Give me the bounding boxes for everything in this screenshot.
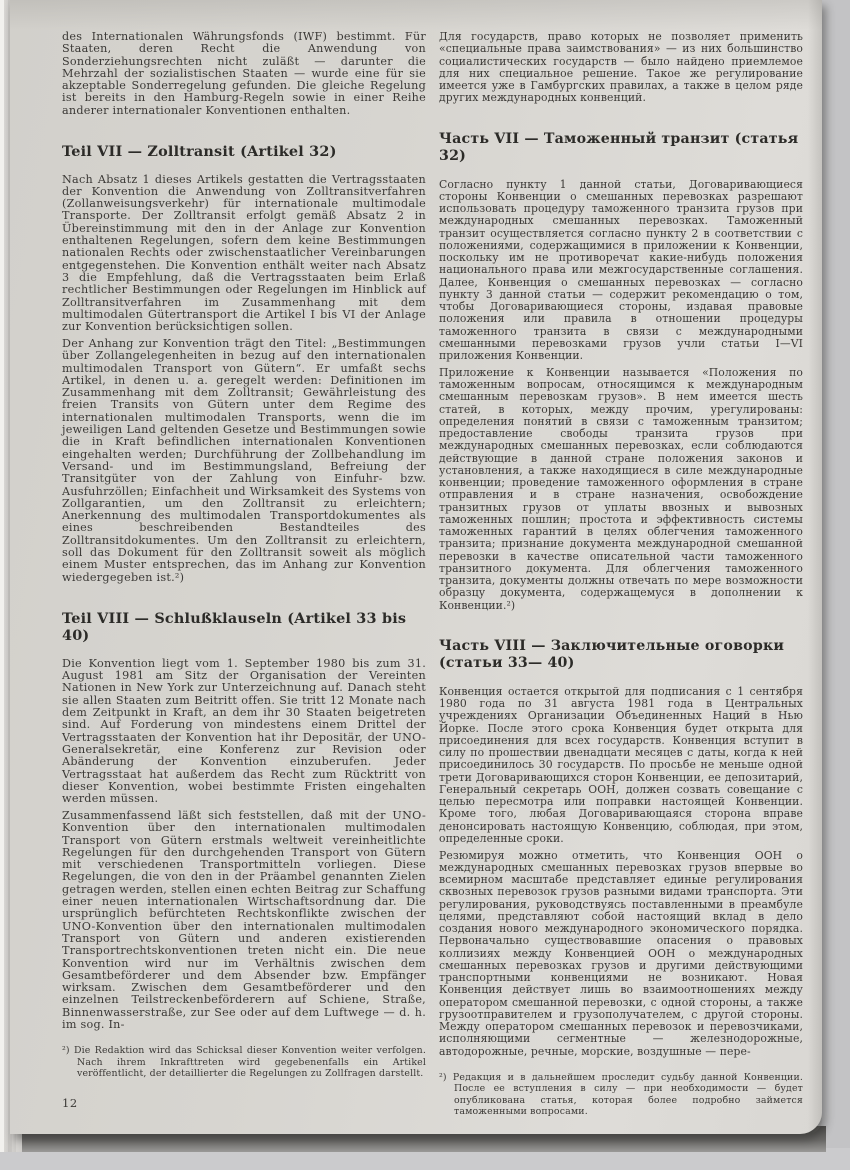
paragraph-intro-de: des Internationalen Währungsfonds (IWF) bestimmt. Für Staaten, deren Recht die Anwendung von Sonderziehungsrechten nicht zuläßt — darunter die Mehrzahl der sozialistischen Staaten — wurde eine für sie akzeptable Sonderregelung gefunden. Die gleiche Regelung ist bereits in den Hamburg-Regeln sowie in einer Reihe anderer internationaler Konventionen enthalten. xyxy=(62,30,426,117)
footnote-de: ²) Die Redaktion wird das Schicksal dieser Konvention weiter verfolgen. Nach ihrem Inkrafttreten wird gegebenenfalls ein Artikel veröffentlicht, der detaillierter die Regelungen zu Zollfragen darstellt. xyxy=(62,1045,426,1080)
russian-column xyxy=(439,31,803,1117)
section-heading-chast-vii: Часть VII — Таможенный транзит (статья 32) xyxy=(439,130,799,164)
paragraph-prilozhenie: Приложение к Конвенции называется «Положения по таможенным вопросам, относящимся к международным смешанным перевозкам грузов». В нем имеется шесть статей, в которых, между прочим, урегулированы: определения понятий в связи с таможенным транзитом; предоставление свободы транзита грузов при международных смешанных перевозках, если соблюдаются действующие в данной стране положения законов и установления, а также находящиеся в силе международные конвенции; проведение таможенного оформления в стране отправления и в стране назначения, освобождение транзитных грузов от уплаты ввозных и вывозных таможенных пошлин; простота и эффективность системы таможенных гарантий в целях облегчения таможенного транзита; признание документа международной смешанной перевозки в качестве описательной части таможенного транзитного документа. Для облегчения таможенного транзита, документы должны отвечать по мере возможности образцу документа, содержащемуся в дополнении к Конвенции.²) xyxy=(439,365,803,612)
paragraph-konvencia: Конвенция остается открытой для подписания с 1 сентября 1980 года по 31 августа 1981 года в Центральных учреждениях Организации Объединенных Наций в Нью Йорке. После этого срока Конвенция будет открыта для присоединения для всех государств. Конвенция вступит в силу по прошествии двенадцати месяцев с даты, когда к ней присоединилось 30 государств. По просьбе не меньше одной трети Договаривающихся сторон Конвенции, ее депозитарий, Генеральный секретарь ООН, должен созвать совещание с целью пересмотра или поправки настоящей Конвенции. Кроме того, любая Договаривающаяся сторона вправе денонсировать настоящую Конвенцию, соблюдая, при этом, определенные сроки. xyxy=(439,684,803,845)
paragraph-rezjumiruja: Резюмируя можно отметить, что Конвенция ООН о международных смешанных перевозках грузов впервые во всемирном масштабе представляет единые регулирования сквозных перевозок грузов разными видами транспорта. Эти регулирования, руководствуясь поставленными в преамбуле целями, представляют собой настоящий вклад в дело создания нового международного экономического порядка. Первоначально существовавшие опасения о правовых коллизиях между Конвенцией ООН о международных смешанных перевозках грузов и другими действующими транспортными конвенциями не возникают. Новая Конвенция действует лишь во взаимоотношениях между оператором смешанной перевозки, с одной стороны, а также грузоотправителем и грузополучателем, с другой стороны. Между оператором смешанных перевозок и перевозчиками, исполняющими сегментные — железнодорожные, автодорожные, речные, морские, воздушные — пере- xyxy=(439,848,803,1058)
book-page xyxy=(10,0,822,1134)
german-column xyxy=(62,31,426,1117)
two-column-text xyxy=(62,31,803,1117)
section-heading-teil-vii: Teil VII — Zolltransit (Artikel 32) xyxy=(62,143,337,161)
footnote-ru: ²) Редакция и в дальнейшем проследит судьбу данной Конвенции. После ее вступления в силу — при необходимости — будет опубликована статья, которая более подробно займется таможенными вопросами. xyxy=(439,1071,803,1117)
paragraph-konvention-liegt: Die Konvention liegt vom 1. September 1980 bis zum 31. August 1981 am Sitz der Organisation der Vereinten Nationen in New York zur Unterzeichnung auf. Danach steht sie allen Staaten zum Beitritt offen. Sie tritt 12 Monate nach dem Zeitpunkt in Kraft, an dem ihr 30 Staaten beigetreten sind. Auf Forderung von mindestens einem Drittel der Vertragsstaaten der Konvention hat ihr Depositär, der UNO-Generalsekretär, eine Konferenz zur Revision oder Abänderung der Konvention einzuberufen. Jeder Vertragsstaat hat außerdem das Recht zum Rücktritt von dieser Konvention, wobei bestimmte Fristen eingehalten werden müssen. xyxy=(62,656,426,806)
paragraph-anhang: Der Anhang zur Konvention trägt den Titel: „Bestimmungen über Zollangelegenheiten in bezug auf den internationalen multimodalen Transport von Gütern“. Er umfaßt sechs Artikel, in denen u. a. geregelt werden: Definitionen im Zusammenhang mit dem Zolltransit; Gewährleistung des freien Transits von Gütern unter dem Regime des internationalen multimodalen Transports, wenn die im jeweiligen Land geltenden Gesetze und Bestimmungen sowie die in Kraft befindlichen internationalen Konventionen eingehalten werden; Durchführung der Zollbehandlung im Versand- und im Bestimmungsland, Befreiung der Transitgüter von der Zahlung von Einfuhr- bzw. Ausfuhrzöllen; Einfachheit und Wirksamkeit des Systems von Zollgarantien, um den Zolltransit zu erleichtern; Anerkennung des multimodalen Transportdokumentes als eines beschreibenden Bestandteiles des Zolltransitdokumentes. Um den Zolltransit zu erleichtern, soll das Dokument für den Zolltransit soweit als möglich einem Muster entsprechen, das im Anhang zur Konvention wiedergegeben ist.²) xyxy=(62,336,426,584)
paragraph-soglasno: Согласно пункту 1 данной статьи, Договаривающиеся стороны Конвенции о смешанных перевозках разрешают использовать процедуру таможенного транзита грузов при международных смешанных перевозках. Таможенный транзит осуществляется согласно пункту 2 в соответствии с положениями, содержащимися в приложении к Конвенции, поскольку им не противоречат какие-нибудь положения национального права или межгосударственные соглашения. Далее, Конвенция о смешанных перевозках — согласно пункту 3 данной статьи — содержит рекомендацию о том, чтобы Договаривающиеся стороны, издавая правовые положения или правила в отношении процедуры таможенного транзита в связи с международными смешанными перевозками грузов учли статьи I—VI приложения Конвенции. xyxy=(439,177,803,362)
paragraph-zolltransit: Nach Absatz 1 dieses Artikels gestatten die Vertragsstaaten der Konvention die Anwendung von Zolltransitverfahren (Zollanweisungsverkehr) für internationale multimodale Transporte. Der Zolltransit erfolgt gemäß Absatz 2 in Übereinstimmung mit den in der Anlage zur Konvention enthaltenen Regelungen, sofern dem keine Bestimmungen nationalen Rechts oder zwischenstaatlicher Vereinbarungen entgegenstehen. Die Konvention enthält weiter nach Absatz 3 die Empfehlung, daß die Vertragsstaaten beim Erlaß rechtlicher Bestimmungen oder Regelungen im Hinblick auf Zolltransitverfahren im Zusammenhang mit dem multimodalen Gütertransport die Artikel I bis VI der Anlage zur Konvention berücksichtigen sollen. xyxy=(62,172,426,334)
paragraph-zusammenfassend: Zusammenfassend läßt sich feststellen, daß mit der UNO-Konvention über den internationalen multimodalen Transport von Gütern erstmals weltweit vereinheitlichte Regelungen für den durchgehenden Transport von Gütern mit verschiedenen Transportmitteln vorliegen. Diese Regelungen, die von den in der Präambel genannten Zielen getragen werden, stellen einen echten Beitrag zur Schaffung einer neuen internationalen Wirtschaftsordnung dar. Die ursprünglich befürchteten Rechtskonflikte zwischen der UNO-Konvention über den internationalen multimodalen Transport von Gütern und anderen existierenden Transportrechtskonventionen treten nicht ein. Die neue Konvention wird nur im Verhältnis zwischen dem Gesamtbeförderer und dem Absender bzw. Empfänger wirksam. Zwischen dem Gesamtbeförderer und den einzelnen Teilstreckenbeförderern auf Schiene, Straße, Binnenwasserstraße, zur See oder auf dem Luftwege — d. h. im sog. In- xyxy=(62,808,426,1031)
section-heading-teil-viii: Teil VIII — Schlußklauseln (Artikel 33 bis 40) xyxy=(62,609,407,645)
page-number: 12 xyxy=(62,1096,78,1110)
paragraph-intro-ru: Для государств, право которых не позволяет применить «специальные права заимствования» — из них большинство социалистических государств — было найдено приемлемое для них специальное решение. Такое же регулирование имеется уже в Гамбургских правилах, а также в целом ряде других международных конвенций. xyxy=(439,30,803,105)
section-heading-chast-viii: Часть VIII — Заключительные оговорки (статьи 33— 40) xyxy=(439,637,785,672)
